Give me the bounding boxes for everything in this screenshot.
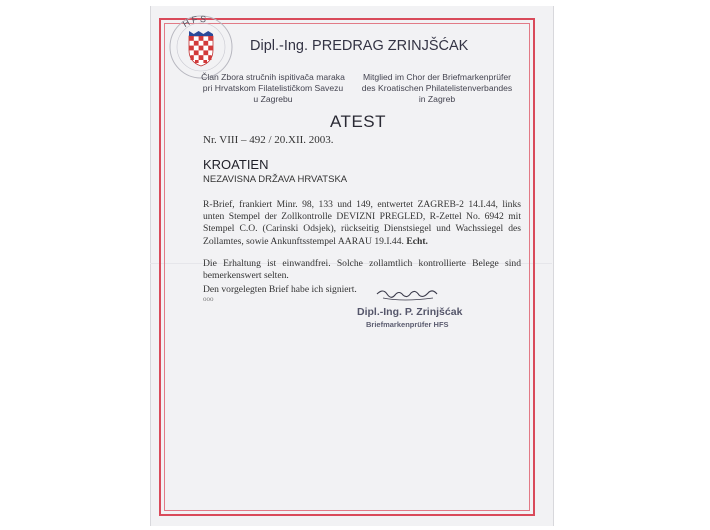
issuer-affiliation-german [358,72,516,105]
croatian-shield-icon [189,31,213,66]
stamp-name: Dipl.-Ing. P. Zrinjšćak [357,306,463,318]
affiliation-line: Mitglied im Chor der Briefmarkenprüfer [362,72,512,82]
affiliation-line: des Kroatischen Philatelistenverbandes [361,83,513,93]
issuer-name: Dipl.-Ing. PREDRAG ZRINJŠĆAK [250,38,469,54]
handwritten-signature [373,286,443,306]
tick-marks: ooo [203,295,214,303]
issuer-affiliation-croatian [198,72,348,105]
certificate-number: Nr. VIII – 492 / 20.XII. 2003. [203,134,334,146]
signed-statement: Den vorgelegten Brief habe ich signiert. [203,284,357,295]
affiliation-line: pri Hrvatskom Filatelističkom Savezu [202,83,344,93]
description-text: R-Brief, frankiert Minr. 98, 133 und 149, entwertet ZAGREB-2 14.I.44, links unten Stempel der Zollkontrolle DEVIZNI PREGLED, R-Zettel No. 6942 mit Stempel C.O. (Carinski Odsjek), rückseitig Dienstsiegel und Wachssiegel des Zollamtes, sowie Ankunftsstempel AARAU 19.I.44. [203,199,521,247]
authenticity-verdict: Echt. [406,235,428,247]
country-heading: KROATIEN [203,157,269,172]
document-title: ATEST [329,112,387,131]
hfs-seal [168,14,234,80]
description-paragraph [203,199,521,248]
affiliation-line: u Zagrebu [253,94,293,104]
affiliation-line: Član Zbora stručnih ispitivača maraka [201,72,345,82]
affiliation-line: in Zagreb [418,94,456,104]
country-subheading: NEZAVISNA DRŽAVA HRVATSKA [203,174,348,185]
stamp-title: Briefmarkenprüfer HFS [366,320,449,329]
seal-text: HFS [180,14,209,30]
condition-paragraph: Die Erhaltung ist einwandfrei. Solche zollamtlich kontrollierte Belege sind bemerkenswert selten. [203,258,521,282]
